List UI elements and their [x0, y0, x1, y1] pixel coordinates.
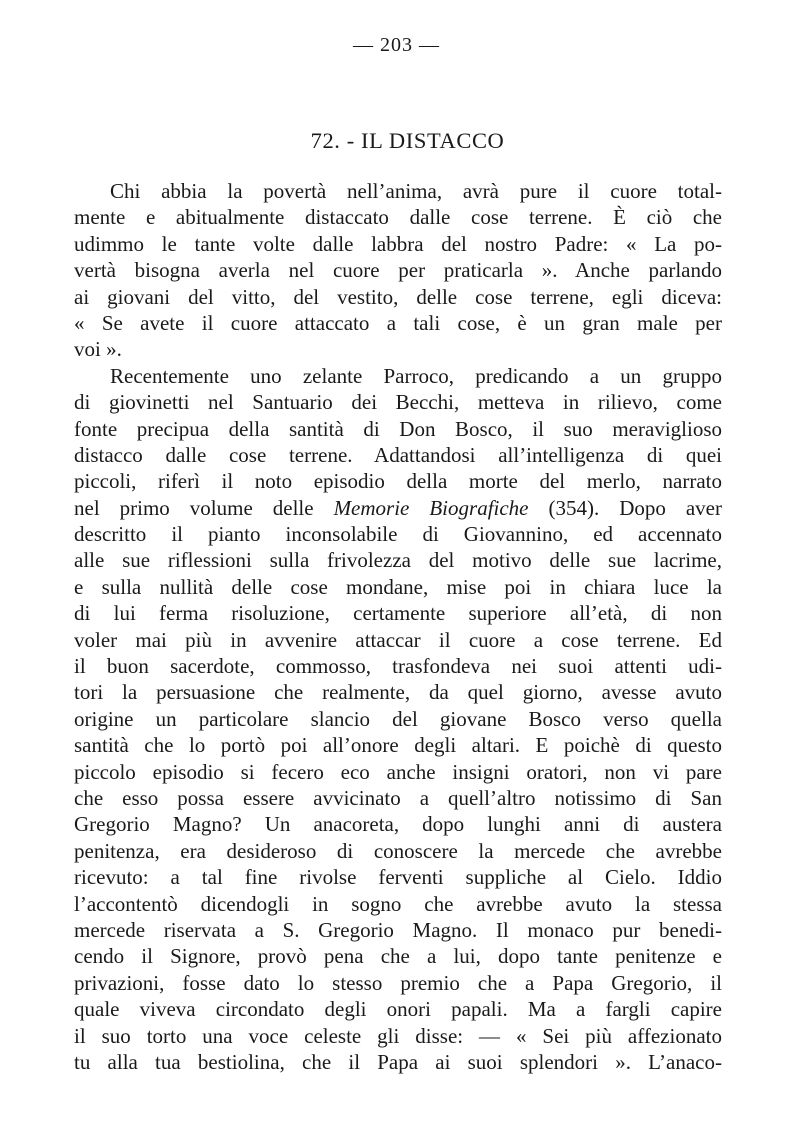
- text-line: voi ».: [74, 337, 122, 362]
- text-line: Gregorio Magno? Un anacoreta, dopo lunghi anni di austera: [74, 812, 722, 837]
- text-line: origine un particolare slancio del giovane Bosco verso quella: [74, 706, 722, 731]
- text-line: che esso possa essere avvicinato a quell’altro notissimo di San: [74, 785, 722, 810]
- text-line: l’accontentò dicendogli in sogno che avrebbe avuto la stessa: [74, 891, 722, 916]
- paragraph-1: [74, 178, 722, 363]
- text-line: Chi abbia la povertà nell’anima, avrà pure il cuore total-: [110, 179, 722, 203]
- text-line: piccoli, riferì il noto episodio della morte del merlo, narrato: [74, 469, 722, 494]
- text-line: penitenza, era desideroso di conoscere la mercede che avrebbe: [74, 838, 722, 863]
- text-line: tori la persuasione che realmente, da quel giorno, avesse avuto: [74, 680, 722, 705]
- text-line: ai giovani del vitto, del vestito, delle cose terrene, egli diceva:: [74, 284, 722, 309]
- text-line: santità che lo portò poi all’onore degli altari. E poichè di questo: [74, 733, 722, 758]
- text-line: piccolo episodio si fecero eco anche insigni oratori, non vi pare: [74, 759, 722, 784]
- chapter-title: 72. - IL DISTACCO: [310, 128, 505, 153]
- text-line: vertà bisogna averla nel cuore per praticarla ». Anche parlando: [74, 258, 722, 283]
- page-number: — 203 —: [353, 34, 440, 56]
- text-line: cendo il Signore, provò pena che a lui, dopo tante penitenze e: [74, 944, 722, 969]
- text-line: il buon sacerdote, commosso, trasfondeva nei suoi attenti udi-: [74, 654, 722, 679]
- body-text: [74, 178, 722, 1075]
- text-line: di lui ferma risoluzione, certamente superiore all’età, di non: [74, 601, 722, 626]
- text-line: di giovinetti nel Santuario dei Becchi, metteva in rilievo, come: [74, 390, 722, 415]
- text-line: distacco dalle cose terrene. Adattandosi all’intelligenza di quei: [74, 442, 722, 467]
- text-line: e sulla nullità delle cose mondane, mise poi in chiara luce la: [74, 574, 722, 599]
- text-line: mercede riservata a S. Gregorio Magno. Il monaco pur benedi-: [74, 917, 722, 942]
- text-line: alle sue riflessioni sulla frivolezza del motivo delle sue lacrime,: [74, 548, 722, 573]
- text-line: mente e abitualmente distaccato dalle cose terrene. È ciò che: [74, 205, 722, 230]
- text-segment: (354). Dopo aver: [528, 495, 722, 520]
- text-line: ricevuto: a tal fine rivolse ferventi suppliche al Cielo. Iddio: [74, 865, 722, 890]
- text-line: fonte precipua della santità di Don Bosco, il suo meraviglioso: [74, 416, 722, 441]
- text-line: Recentemente uno zelante Parroco, predicando a un gruppo: [110, 363, 722, 388]
- text-line: il suo torto una voce celeste gli disse: — « Sei più affezionato: [74, 1023, 722, 1048]
- text-line: voler mai più in avvenire attaccar il cuore a cose terrene. Ed: [74, 627, 722, 652]
- text-line: quale viveva circondato degli onori papali. Ma a fargli capire: [74, 997, 722, 1022]
- text-line-with-book-title: [74, 495, 722, 521]
- text-line: tu alla tua bestiolina, che il Papa ai suoi splendori ». L’anaco-: [74, 1049, 722, 1074]
- text-segment: nel primo volume delle: [74, 495, 334, 520]
- paragraph-2: [74, 363, 722, 1076]
- text-line: privazioni, fosse dato lo stesso premio che a Papa Gregorio, il: [74, 970, 722, 995]
- book-title: Memorie Biografiche: [333, 495, 529, 520]
- text-line: udimmo le tante volte dalle labbra del nostro Padre: « La po-: [74, 231, 722, 256]
- text-line: descritto il pianto inconsolabile di Giovannino, ed accennato: [74, 522, 722, 547]
- text-line: « Se avete il cuore attaccato a tali cose, è un gran male per: [74, 310, 722, 335]
